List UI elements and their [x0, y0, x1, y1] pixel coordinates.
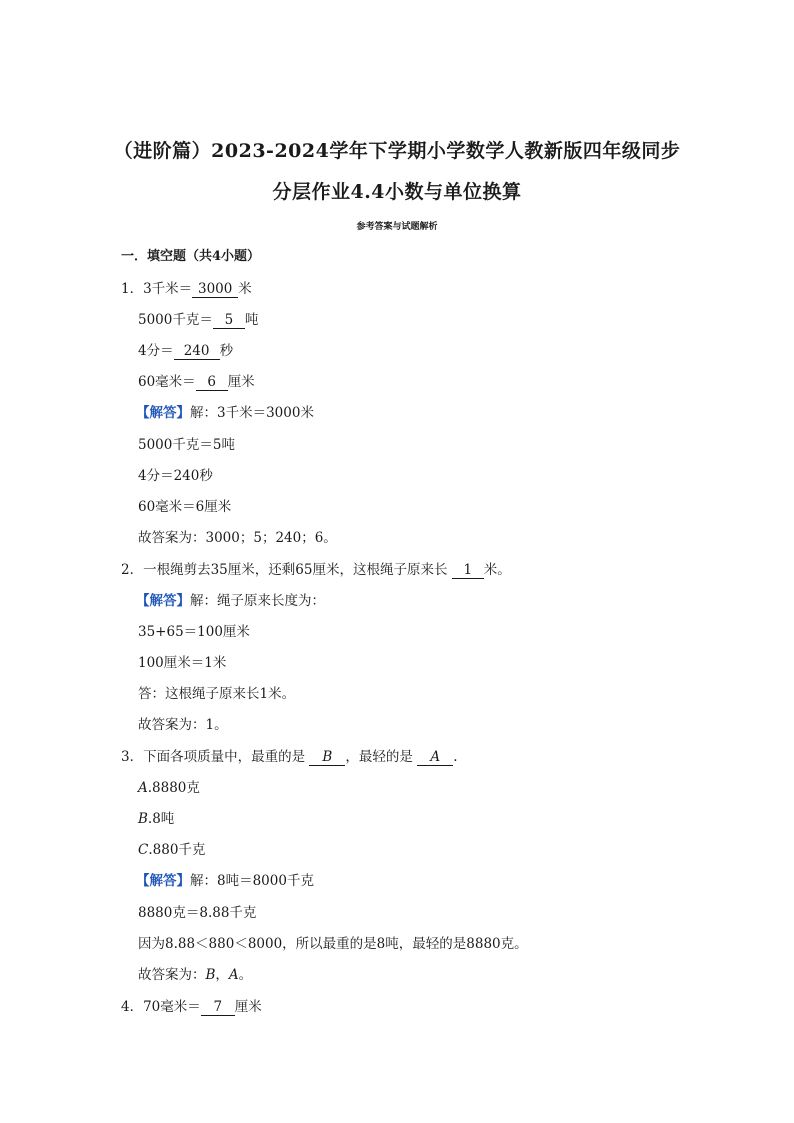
section-heading: 一．填空题（共4小题） — [121, 249, 261, 264]
q2-answer-5: 故答案为：1。 — [138, 717, 228, 733]
q2-answer-3: 100厘米＝1米 — [138, 655, 227, 671]
q1-answer-3: 4分＝240秒 — [138, 468, 213, 484]
q1-l4-blank: 6 — [196, 375, 228, 391]
q3-pre: 下面各项质量中，最重的是 — [143, 749, 306, 765]
q3-number: 3． — [121, 749, 144, 765]
q1-l1-pre: 3千米＝ — [143, 281, 193, 297]
q3-option-a — [138, 779, 200, 797]
q3-answer-4-sep: ， — [215, 967, 229, 983]
q4-line — [121, 998, 262, 1016]
q1-answer-1: 解：3千米＝3000米 — [190, 405, 314, 421]
q3-answer-line-1 — [136, 872, 314, 890]
q1-l2-pre: 5000千克＝ — [138, 312, 213, 328]
q1-l3-post: 秒 — [219, 343, 234, 359]
q3-answer-4-b: B — [205, 967, 216, 983]
q1-l3-pre: 4分＝ — [138, 343, 174, 359]
q3-answer-3: 因为8.88＜880＜8000，所以最重的是8吨，最轻的是8880克。 — [138, 936, 528, 952]
q2-line — [121, 561, 511, 579]
q1-l1-post: 米 — [238, 281, 252, 297]
q3-answer-2: 8880克＝8.88千克 — [138, 905, 257, 921]
q2-answer-4: 答：这根绳子原来长1米。 — [138, 686, 296, 702]
document-title-line-2: 分层作业4.4小数与单位换算 — [272, 181, 522, 203]
q3-option-c-letter: C — [138, 842, 149, 858]
q4-post: 厘米 — [234, 999, 262, 1015]
q2-number: 2． — [121, 562, 144, 578]
q3-answer-4-a: A — [228, 967, 239, 983]
q2-answer-tag: 【解答】 — [136, 593, 190, 609]
q3-answer-4-end: 。 — [238, 967, 253, 983]
q1-l2-blank: 5 — [213, 313, 245, 329]
q1-l4-post: 厘米 — [227, 374, 255, 390]
q2-answer-line-1 — [136, 592, 325, 610]
document-title-line-1: （进阶篇）2023-2024学年下学期小学数学人教新版四年级同步 — [113, 140, 681, 162]
q1-answer-line-1 — [136, 404, 314, 422]
q1-answer-5: 故答案为：3000；5；240；6。 — [138, 530, 337, 546]
q3-option-a-text: .8880克 — [147, 780, 200, 796]
q1-line-1 — [121, 280, 252, 298]
q2-answer-2: 35+65＝100厘米 — [138, 624, 250, 640]
q3-option-c — [138, 841, 205, 859]
q3-answer-4 — [138, 966, 252, 984]
q3-option-a-letter: A — [138, 780, 148, 796]
q1-answer-2: 5000千克＝5吨 — [138, 437, 235, 453]
q3-option-b-text: .8吨 — [147, 811, 175, 827]
q3-line — [121, 748, 457, 766]
q3-option-b — [138, 810, 174, 828]
q1-l4-pre: 60毫米＝ — [138, 374, 196, 390]
q4-pre: 70毫米＝ — [143, 999, 201, 1015]
q1-l3-blank: 240 — [174, 344, 220, 360]
q2-pre: 一根绳剪去35厘米，还剩65厘米，这根绳子原来长 — [143, 562, 448, 578]
q1-number: 1． — [121, 281, 144, 297]
q3-blank-1: B — [309, 750, 345, 766]
q2-answer-1: 解：绳子原来长度为： — [190, 593, 325, 609]
q3-answer-4-pre: 故答案为： — [138, 967, 206, 983]
q1-line-4 — [138, 373, 255, 391]
q3-answer-tag: 【解答】 — [136, 873, 190, 889]
document-subtitle: 参考答案与试题解析 — [356, 222, 438, 232]
q3-post: . — [453, 749, 458, 765]
q1-line-2 — [138, 311, 258, 329]
q1-l1-blank: 3000 — [192, 282, 238, 298]
q2-post: 米。 — [483, 562, 511, 578]
q1-l2-post: 吨 — [244, 312, 259, 328]
q3-blank-2: A — [417, 750, 453, 766]
q3-option-c-text: .880千克 — [148, 842, 206, 858]
q2-blank: 1 — [452, 563, 484, 579]
q1-answer-4: 60毫米＝6厘米 — [138, 499, 232, 515]
q4-number: 4． — [121, 999, 144, 1015]
q4-blank: 7 — [201, 1000, 235, 1016]
q3-option-b-letter: B — [138, 811, 148, 827]
q3-mid: ，最轻的是 — [345, 749, 413, 765]
q1-line-3 — [138, 342, 233, 360]
q1-answer-tag: 【解答】 — [136, 405, 190, 421]
q3-answer-1: 解：8吨＝8000千克 — [190, 873, 314, 889]
